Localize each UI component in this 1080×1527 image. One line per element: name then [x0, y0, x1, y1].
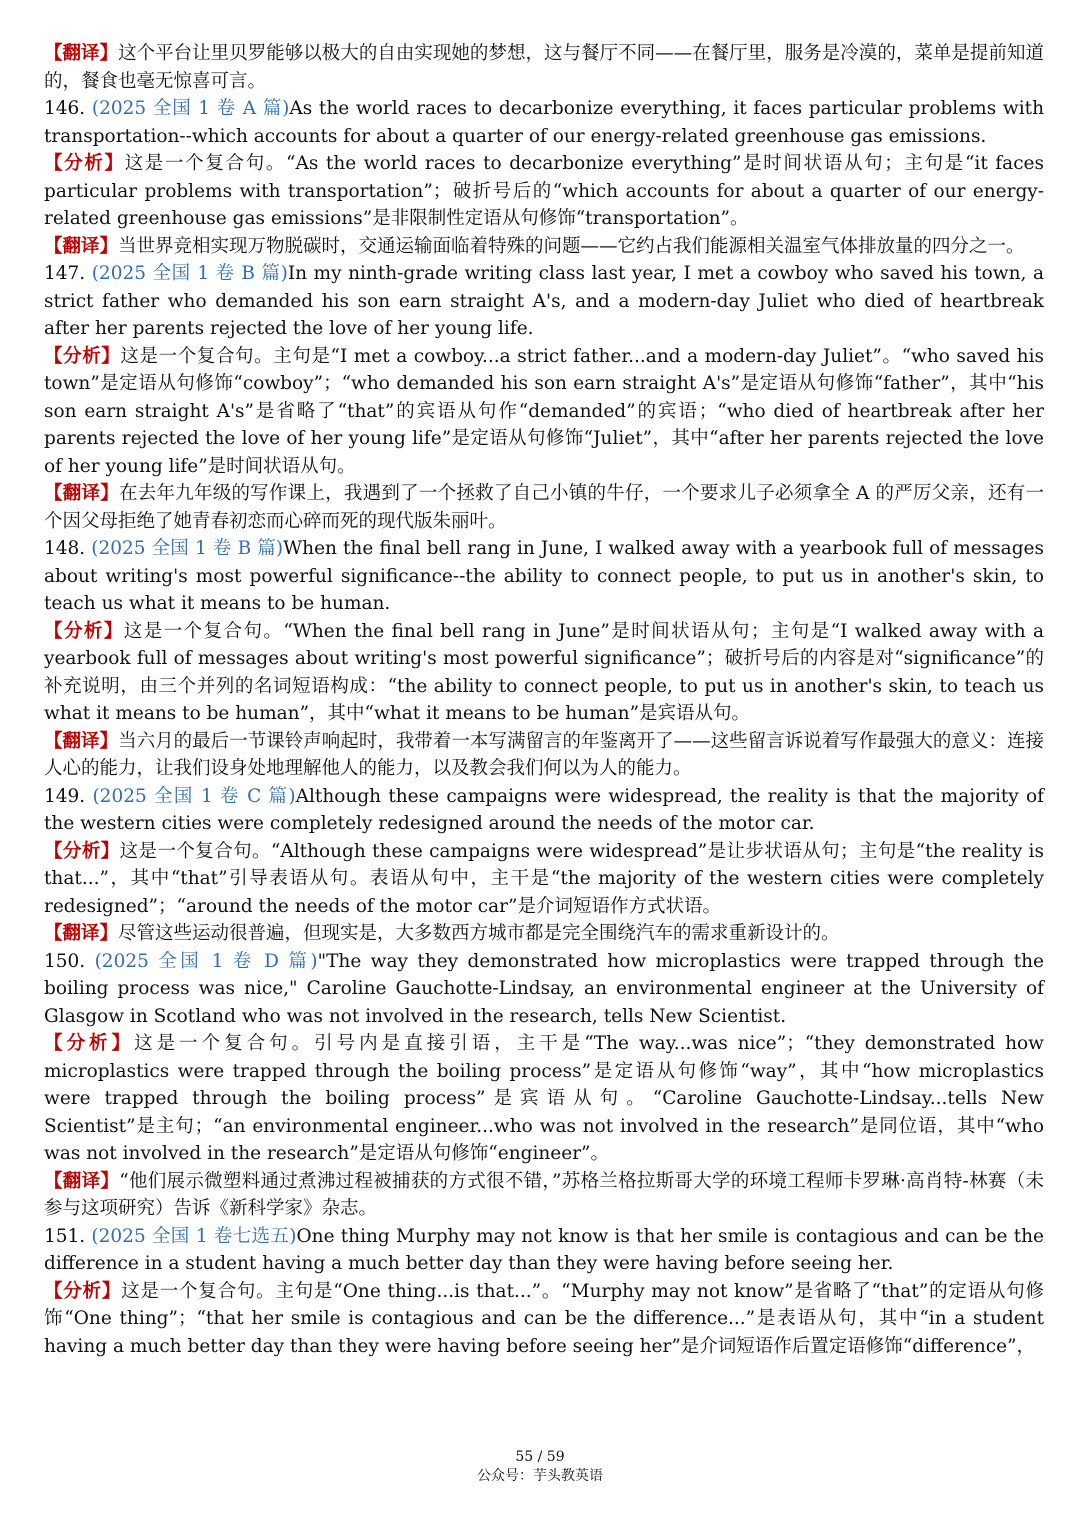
translation-tag: 【翻译】	[44, 1170, 120, 1192]
question-paragraph	[44, 260, 1044, 343]
question-paragraph	[44, 948, 1044, 1031]
translation-tag: 【翻译】	[44, 923, 119, 944]
analysis-paragraph	[44, 838, 1044, 921]
analysis-tag: 【分析】	[44, 1280, 122, 1302]
analysis-tag: 【分析】	[44, 1033, 135, 1054]
page-number: 55 / 59	[515, 1449, 565, 1465]
question-sentence: "The way they demonstrated how microplastics were trapped through the boiling process was nice," Caroline Gauchotte-Lindsay, an environmental engineer at the University of Glasgow in Scotland who was not involved in the research, tells New Scientist.	[44, 950, 1044, 1027]
analysis-tag: 【分析】	[44, 345, 121, 367]
analysis-paragraph	[44, 1278, 1044, 1361]
question-paragraph	[44, 95, 1044, 150]
translation-paragraph	[44, 40, 1044, 95]
question-paragraph	[44, 535, 1044, 618]
translation-tag: 【翻译】	[44, 235, 119, 257]
analysis-text: 这是一个复合句。“As the world races to decarbonize everything”是时间状语从句；主句是“it faces particular problems with transportation”；破折号后的“which accounts for about a quarter of our energy-related greenhouse gas emissions”是非限制性定语从句修饰“transportation”。	[44, 153, 1044, 229]
question-paragraph	[44, 1223, 1044, 1278]
question-source: (2025 全国 1 卷 B 篇)	[91, 263, 288, 284]
question-sentence: In my ninth-grade writing class last year, I met a cowboy who saved his town, a strict father who demanded his son earn straight A's, and a modern-day Juliet who died of heartbreak after her parents rejected the love of her young life.	[44, 263, 1044, 339]
translation-text: 这个平台让里贝罗能够以极大的自由实现她的梦想，这与餐厅不同——在餐厅里，服务是冷漠的，菜单是提前知道的，餐食也毫无惊喜可言。	[44, 43, 1044, 92]
analysis-text: 这是一个复合句。引号内是直接引语，主干是“The way...was nice”；“they demonstrated how microplastics were trapped through the boiling process”是定语从句修饰“way”，其中“how microplastics were trapped through the boiling process”是宾语从句。“Caroline Gauchotte-Lindsay...tells New Scientist”是主句；“an environmental engineer...who was not involved in the research”是同位语，其中“who was not involved in the research”是定语从句修饰“engineer”。	[44, 1033, 1044, 1164]
translation-text: “他们展示微塑料通过煮沸过程被捕获的方式很不错，”苏格兰格拉斯哥大学的环境工程师卡罗琳·高肖特-林赛（未参与这项研究）告诉《新科学家》杂志。	[44, 1170, 1044, 1219]
translation-paragraph	[44, 1168, 1044, 1223]
page-content	[44, 40, 1044, 1360]
question-source: (2025 全国 1 卷 B 篇)	[91, 538, 284, 559]
wechat-account: 公众号：芋头教英语	[477, 1468, 603, 1484]
translation-paragraph	[44, 480, 1044, 535]
analysis-text: 这是一个复合句。“Although these campaigns were widespread”是让步状语从句；主句是“the reality is that...”，其中“that”引导表语从句。表语从句中，主干是“the majority of the western cities were completely redesigned”；“around the needs of the motor car”是介词短语作方式状语。	[44, 840, 1044, 917]
translation-text: 在去年九年级的写作课上，我遇到了一个拯救了自己小镇的牛仔，一个要求儿子必须拿全 A 的严厉父亲，还有一个因父母拒绝了她青春初恋而心碎而死的现代版朱丽叶。	[44, 483, 1044, 532]
analysis-text: 这是一个复合句。主句是“One thing...is that...”。“Murphy may not know”是省略了“that”的定语从句修饰“One thing”；“that her smile is contagious and can be the difference...”是表语从句，其中“in a student having a much better day than they were having before seeing her”是介词短语作后置定语修饰“difference”，	[44, 1280, 1044, 1357]
translation-paragraph	[44, 728, 1044, 783]
question-paragraph	[44, 783, 1044, 838]
question-source: (2025 全国 1 卷 D 篇)	[94, 950, 318, 972]
analysis-tag: 【分析】	[44, 620, 124, 642]
question-source: (2025 全国 1 卷 C 篇)	[92, 785, 296, 807]
translation-text: 当六月的最后一节课铃声响起时，我带着一本写满留言的年鉴离开了——这些留言诉说着写作最强大的意义：连接人心的能力，让我们设身处地理解他人的能力，以及教会我们何以为人的能力。	[44, 730, 1044, 779]
question-number: 147.	[44, 263, 92, 284]
translation-text: 当世界竞相实现万物脱碳时，交通运输面临着特殊的问题——它约占我们能源相关温室气体排放量的四分之一。	[118, 235, 1025, 257]
translation-tag: 【翻译】	[44, 730, 119, 752]
analysis-paragraph	[44, 618, 1044, 728]
translation-paragraph	[44, 233, 1044, 261]
question-sentence: Although these campaigns were widespread, the reality is that the majority of the western cities were completely redesigned around the needs of the motor car.	[44, 785, 1044, 834]
analysis-text: 这是一个复合句。“When the final bell rang in June”是时间状语从句；主句是“I walked away with a yearbook full of messages about writing's most powerful significance”；破折号后的内容是对“significance”的补充说明，由三个并列的名词短语构成：“the ability to connect people, to put us in another's skin, to teach us what it means to be human”，其中“what it means to be human”是宾语从句。	[44, 620, 1044, 724]
question-number: 150.	[44, 950, 95, 972]
question-number: 149.	[44, 785, 93, 807]
analysis-text: 这是一个复合句。主句是“I met a cowboy...a strict father...and a modern-day Juliet”。“who saved his town”是定语从句修饰“cowboy”；“who demanded his son earn straight A's”是定语从句修饰“father”，其中“his son earn straight A's”是省略了“that”的宾语从句作“demanded”的宾语；“who died of heartbreak after her parents rejected the love of her young life”是定语从句修饰“Juliet”，其中“after her parents rejected the love of her young life”是时间状语从句。	[44, 345, 1044, 477]
question-number: 146.	[44, 98, 92, 119]
translation-text: 尽管这些运动很普遍，但现实是，大多数西方城市都是完全围绕汽车的需求重新设计的。	[118, 923, 840, 944]
question-sentence: As the world races to decarbonize everything, it faces particular problems with transportation--which accounts for about a quarter of our energy-related greenhouse gas emissions.	[44, 98, 1045, 147]
question-sentence: One thing Murphy may not know is that her smile is contagious and can be the difference in a student having a much better day than they were having before seeing her.	[44, 1225, 1044, 1274]
analysis-tag: 【分析】	[44, 840, 120, 862]
question-source: (2025 全国 1 卷七选五)	[91, 1225, 297, 1247]
analysis-paragraph	[44, 343, 1044, 481]
analysis-paragraph	[44, 1030, 1044, 1168]
question-sentence: When the final bell rang in June, I walked away with a yearbook full of messages about writing's most powerful significance--the ability to connect people, to put us in another's skin, to teach us what it means to be human.	[44, 538, 1044, 614]
analysis-tag: 【分析】	[44, 153, 125, 174]
question-number: 151.	[44, 1225, 92, 1247]
question-number: 148.	[44, 538, 92, 559]
question-source: (2025 全国 1 卷 A 篇)	[91, 98, 290, 119]
translation-tag: 【翻译】	[44, 43, 119, 64]
analysis-paragraph	[44, 150, 1044, 233]
translation-paragraph	[44, 920, 1044, 948]
translation-tag: 【翻译】	[44, 483, 119, 504]
